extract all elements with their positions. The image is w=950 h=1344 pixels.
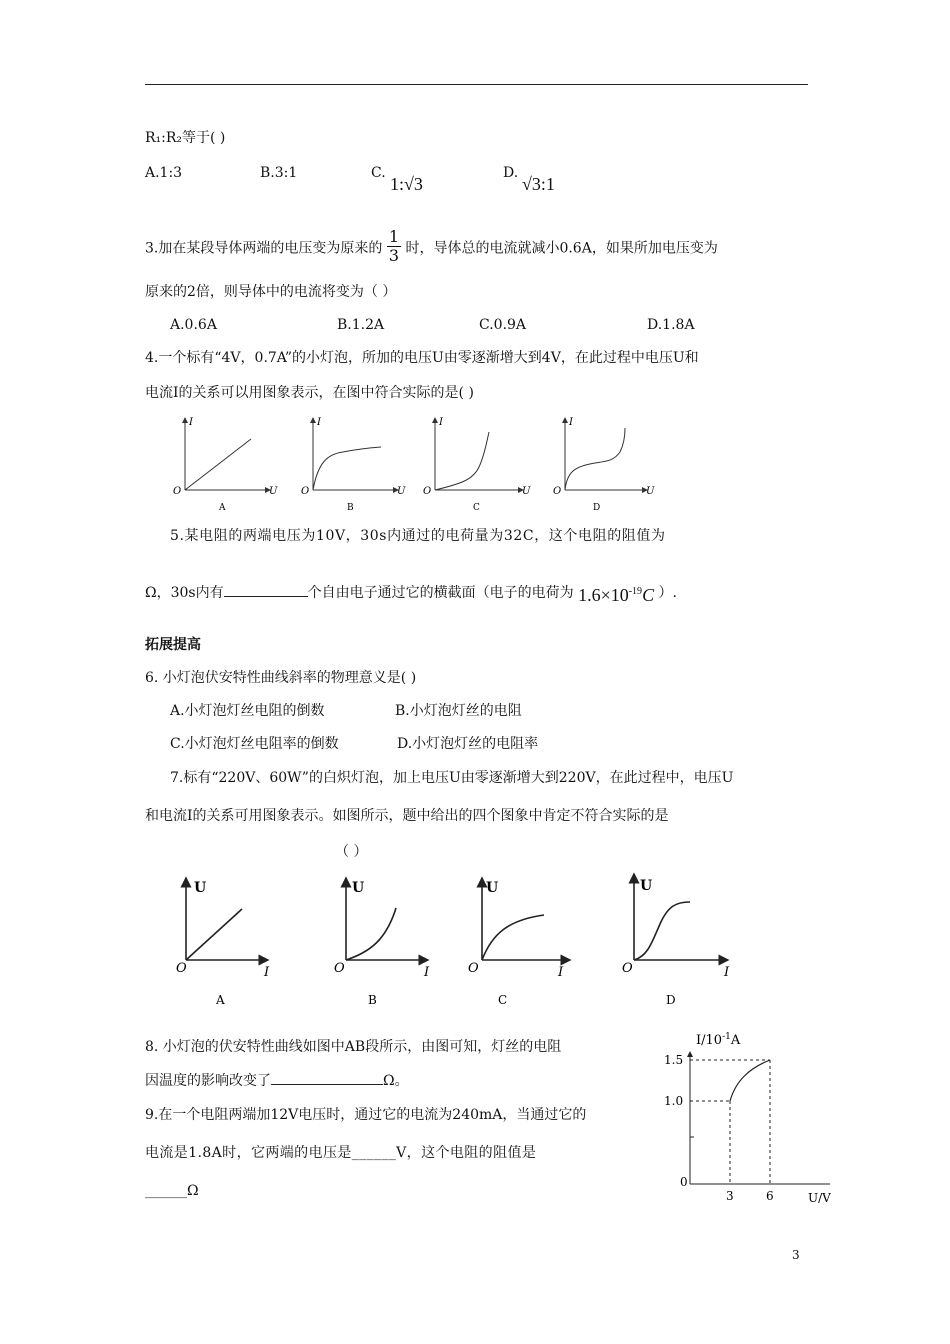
q7-graph-a-x-label: I — [264, 965, 270, 980]
q4-graph-b-x-label: U — [397, 486, 406, 497]
q8-graph-y-tick-1-5: 1.5 — [664, 1053, 684, 1067]
q7-graph-d — [622, 874, 730, 1007]
q8-line2-a: 因温度的影响改变了 — [145, 1073, 271, 1089]
q2-option-a: A.1:3 — [145, 165, 183, 181]
q9-line1: 9.在一个电阻两端加12V电压时，通过它的电流为240mA，当通过它的 — [145, 1107, 587, 1123]
q7-graph-a — [176, 878, 270, 1007]
q8-line2 — [145, 1070, 409, 1091]
q4-curve-d — [565, 428, 625, 490]
q8-blank-resistance[interactable] — [271, 1070, 383, 1085]
q5-charge-unit: C — [642, 585, 655, 605]
q3-fraction-numerator: 1 — [388, 227, 399, 246]
q7-graph-c-letter: C — [498, 993, 508, 1007]
q7-line2: 和电流I的关系可用图象表示。如图所示，题中给出的四个图象中肯定不符合实际的是 — [145, 808, 669, 824]
q2-option-c: C. — [371, 165, 386, 181]
q3-option-d: D.1.8A — [647, 317, 695, 333]
q7-graph-d-x-label: I — [724, 965, 730, 980]
q8-iv-graph — [660, 1024, 840, 1204]
q7-graph-a-origin: O — [176, 961, 187, 976]
q9-line2: 电流是1.8A时，它两端的电压是______V，这个电阻的阻值是 — [145, 1145, 537, 1161]
q7-graph-b-x-label: I — [424, 965, 430, 980]
header-rule — [145, 84, 808, 85]
q3-line1-b: 时，导体总的电流就减小0.6A，如果所加电压变为 — [405, 240, 718, 257]
q5-line2-b: 个自由电子通过它的横截面（电子的电荷为 — [307, 585, 574, 601]
q7-graph-b-origin: O — [334, 961, 345, 976]
q5-line1: 5.某电阻的两端电压为10V，30s内通过的电荷量为32C，这个电阻的阻值为 — [170, 528, 666, 544]
q2-option-d: D. — [503, 165, 519, 181]
q8-graph-x-label: U/V — [808, 1191, 831, 1204]
q7-curve-b — [346, 908, 396, 960]
q5-blank-electrons[interactable] — [224, 582, 308, 597]
q6-option-d: D.小灯泡灯丝的电阻率 — [397, 736, 539, 752]
q5-line2-a: Ω，30s内有 — [145, 585, 224, 601]
q7-curve-a — [186, 909, 242, 960]
q5-charge-base: 1.6×10 — [578, 585, 629, 605]
q7-graphs — [168, 872, 738, 1014]
q3-fraction — [387, 228, 401, 265]
q7-curve-c — [482, 915, 544, 960]
q8-line1: 8. 小灯泡的伏安特性曲线如图中AB段所示，由图可知，灯丝的电阻 — [145, 1039, 562, 1055]
q3-option-a: A.0.6A — [170, 317, 217, 333]
q3-option-c: C.0.9A — [479, 317, 527, 333]
q2-option-d-math: √3:1 — [522, 174, 555, 194]
q3-line1 — [145, 227, 718, 267]
q4-graph-c — [423, 417, 531, 513]
q7-paren: （ ） — [335, 844, 368, 860]
q4-graph-d-y-label: I — [569, 417, 573, 428]
q4-graph-a-origin: O — [173, 486, 182, 497]
q7-graph-d-y-label: U — [640, 878, 653, 894]
q4-graph-b-origin: O — [301, 486, 310, 497]
q7-curve-d — [634, 902, 690, 960]
q4-graph-b-letter: B — [347, 503, 354, 513]
q7-graph-b — [334, 878, 430, 1007]
q6-stem: 6. 小灯泡伏安特性曲线斜率的物理意义是( ) — [145, 670, 417, 686]
q5-charge-exp: -19 — [628, 586, 643, 597]
q4-graph-c-letter: C — [473, 503, 480, 513]
q4-graph-c-y-label: I — [439, 417, 443, 428]
q7-graph-c — [468, 878, 570, 1007]
q4-graph-a-letter: A — [219, 503, 226, 513]
q7-graph-a-letter: A — [216, 993, 225, 1007]
q4-curve-a — [185, 439, 251, 490]
q7-graph-c-origin: O — [468, 961, 479, 976]
q6-option-a: A.小灯泡灯丝电阻的倒数 — [170, 703, 325, 719]
q4-graph-c-origin: O — [423, 486, 432, 497]
q8-line2-b: Ω。 — [383, 1073, 409, 1089]
q4-graph-a-y-label: I — [189, 417, 193, 428]
q7-graph-b-letter: B — [368, 993, 377, 1007]
q5-charge — [578, 585, 654, 605]
q4-graph-a — [173, 417, 278, 513]
q8-graph-y-tick-1-0: 1.0 — [664, 1094, 684, 1108]
q6-option-c: C.小灯泡灯丝电阻率的倒数 — [170, 736, 339, 752]
q4-graph-a-x-label: U — [269, 486, 278, 497]
q5-line2 — [145, 578, 677, 603]
q2-stem-tail: R₁:R₂等于( ) — [145, 130, 226, 146]
page-number: 3 — [792, 1248, 800, 1262]
q4-graph-d-origin: O — [553, 486, 562, 497]
q3-line2: 原来的2倍，则导体中的电流将变为（ ） — [145, 284, 397, 300]
q2-option-c-math: 1:√3 — [390, 174, 423, 194]
q9-line3: ______Ω — [145, 1183, 199, 1199]
q8-graph-y-label: $I/10^{-1}A$ — [696, 1032, 741, 1048]
q8-graph-x-tick-3: 3 — [726, 1189, 734, 1203]
q7-graph-d-letter: D — [666, 993, 676, 1007]
q4-curve-b — [313, 447, 381, 490]
q6-option-b: B.小灯泡灯丝的电阻 — [395, 703, 522, 719]
q4-line1: 4.一个标有“4V，0.7A”的小灯泡，所加的电压U由零逐渐增大到4V，在此过程中电压U和 — [145, 350, 699, 366]
q7-graph-c-x-label: I — [558, 965, 564, 980]
q3-option-b: B.1.2A — [337, 317, 385, 333]
q3-line1-a: 3.加在某段导体两端的电压变为原来的 — [145, 240, 383, 257]
q7-graph-a-y-label: U — [194, 880, 207, 896]
q4-graphs — [165, 412, 665, 514]
q4-graph-b — [301, 417, 406, 513]
q4-curve-c — [435, 432, 489, 490]
q8-ab-curve — [730, 1060, 770, 1101]
q5-line2-end: ）. — [658, 585, 677, 601]
q7-graph-c-y-label: U — [486, 880, 499, 896]
q4-graph-b-y-label: I — [317, 417, 321, 428]
q4-graph-d — [553, 417, 655, 513]
q8-graph-x-tick-6: 6 — [766, 1189, 774, 1203]
q3-fraction-denominator: 3 — [388, 246, 399, 265]
q2-option-b: B.3:1 — [260, 165, 298, 181]
q4-line2: 电流I的关系可以用图象表示，在图中符合实际的是( ) — [145, 385, 474, 401]
q7-line1: 7.标有“220V、60W”的白炽灯泡，加上电压U由零逐渐增大到220V，在此过程中，电压U — [170, 770, 734, 786]
q7-graph-b-y-label: U — [352, 880, 365, 896]
q7-graph-d-origin: O — [622, 961, 633, 976]
q4-graph-c-x-label: U — [522, 486, 531, 497]
q8-graph-origin: 0 — [680, 1175, 688, 1189]
q4-graph-d-x-label: U — [646, 486, 655, 497]
q4-graph-d-letter: D — [593, 503, 601, 513]
section-title: 拓展提高 — [145, 637, 201, 653]
